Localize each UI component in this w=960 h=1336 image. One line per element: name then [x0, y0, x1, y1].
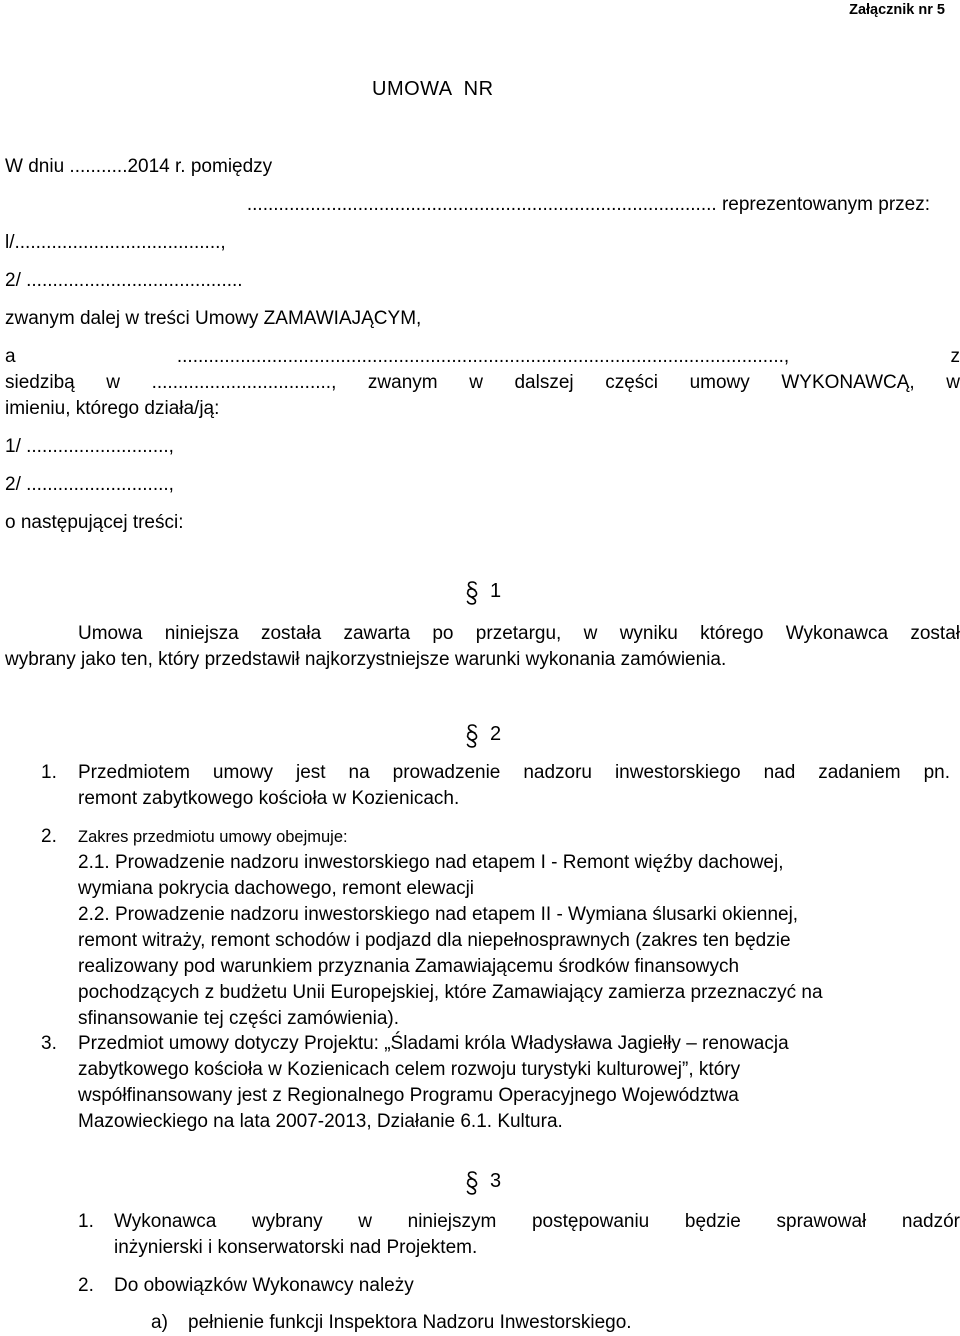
intro-line: 2/ ...........................,: [5, 474, 174, 495]
section-number: 3: [490, 1170, 502, 1192]
section-number: 2: [490, 723, 502, 745]
intro-line: siedzibą w .................................., zwanym w dalszej części umowy WYKONAWCĄ, w: [5, 372, 960, 393]
paragraph-line: wybrany jako ten, który przedstawił najkorzystniejsze warunki wykonania zamówienia.: [5, 649, 727, 670]
section-sign-icon: [464, 580, 480, 606]
list-item-line: pełnienie funkcji Inspektora Nadzoru Inwestorskiego.: [188, 1312, 632, 1333]
intro-line-part: ...................................................................................................................,: [176, 346, 790, 367]
list-item-line: realizowany pod warunkiem przyznania Zamawiającemu środków finansowych: [78, 956, 740, 977]
annex-label: Załącznik nr 5: [849, 2, 945, 18]
list-item-line: 2.1. Prowadzenie nadzoru inwestorskiego nad etapem I - Remont więźby dachowej,: [78, 852, 784, 873]
intro-line: zwanym dalej w treści Umowy ZAMAWIAJĄCYM,: [5, 308, 422, 329]
paragraph-line: Umowa niniejsza została zawarta po przetargu, w wyniku którego Wykonawca został: [78, 623, 960, 644]
list-item-line: Zakres przedmiotu umowy obejmuje:: [78, 828, 348, 846]
intro-line: o następującej treści:: [5, 512, 184, 533]
contract-title: UMOWA NR: [372, 78, 494, 100]
intro-line-part: z: [950, 346, 960, 367]
list-item-line: Do obowiązków Wykonawcy należy: [114, 1275, 414, 1296]
intro-line: [5, 344, 960, 370]
list-item-line: 2.2. Prowadzenie nadzoru inwestorskiego nad etapem II - Wymiana ślusarki okiennej,: [78, 904, 799, 925]
list-item-line: współfinansowany jest z Regionalnego Programu Operacyjnego Województwa: [78, 1085, 739, 1106]
list-item-line: Wykonawca wybrany w niniejszym postępowaniu będzie sprawował nadzór: [114, 1211, 960, 1232]
list-number: 3.: [41, 1033, 57, 1054]
list-item-line: Przedmiotem umowy jest na prowadzenie nadzoru inwestorskiego nad zadaniem pn.: [78, 762, 950, 783]
list-item-line: zabytkowego kościoła w Kozienicach celem rozwoju turystyki kulturowej”, który: [78, 1059, 741, 1080]
list-number: 1.: [41, 762, 57, 783]
list-item-line: inżynierski i konserwatorski nad Projektem.: [114, 1237, 478, 1258]
intro-line: 2/ .........................................: [5, 270, 243, 291]
list-item-line: wymiana pokrycia dachowego, remont elewacji: [78, 878, 475, 899]
section-heading-3: [464, 1170, 501, 1196]
section-sign-icon: [464, 723, 480, 749]
list-item-line: remont zabytkowego kościoła w Kozienicach.: [78, 788, 460, 809]
list-item-line: Mazowieckiego na lata 2007-2013, Działanie 6.1. Kultura.: [78, 1111, 563, 1132]
intro-line: imieniu, którego działa/ją:: [5, 398, 220, 419]
intro-line-part: a: [5, 346, 16, 367]
section-heading-1: [464, 580, 501, 606]
section-sign-icon: [464, 1170, 480, 1196]
section-number: 1: [490, 580, 502, 602]
section-heading-2: [464, 723, 501, 749]
list-number: 2.: [78, 1275, 94, 1296]
list-item-line: sfinansowanie tej części zamówienia).: [78, 1008, 400, 1029]
intro-line: W dniu ...........2014 r. pomiędzy: [5, 156, 273, 177]
intro-line: ......................................................................................... reprezentowanym przez:: [246, 194, 930, 215]
list-item-line: remont witraży, remont schodów i podjazd dla niepełnosprawnych (zakres ten będzie: [78, 930, 791, 951]
list-number: a): [151, 1312, 168, 1333]
list-item-line: Przedmiot umowy dotyczy Projektu: „Śladami króla Władysława Jagiełły – renowacja: [78, 1033, 789, 1054]
intro-line: 1/ ...........................,: [5, 436, 174, 457]
list-item-line: pochodzących z budżetu Unii Europejskiej, które Zamawiający zamierza przeznaczyć na: [78, 982, 823, 1003]
list-number: 1.: [78, 1211, 94, 1232]
intro-line: l/.......................................,: [5, 232, 226, 253]
list-number: 2.: [41, 826, 57, 847]
